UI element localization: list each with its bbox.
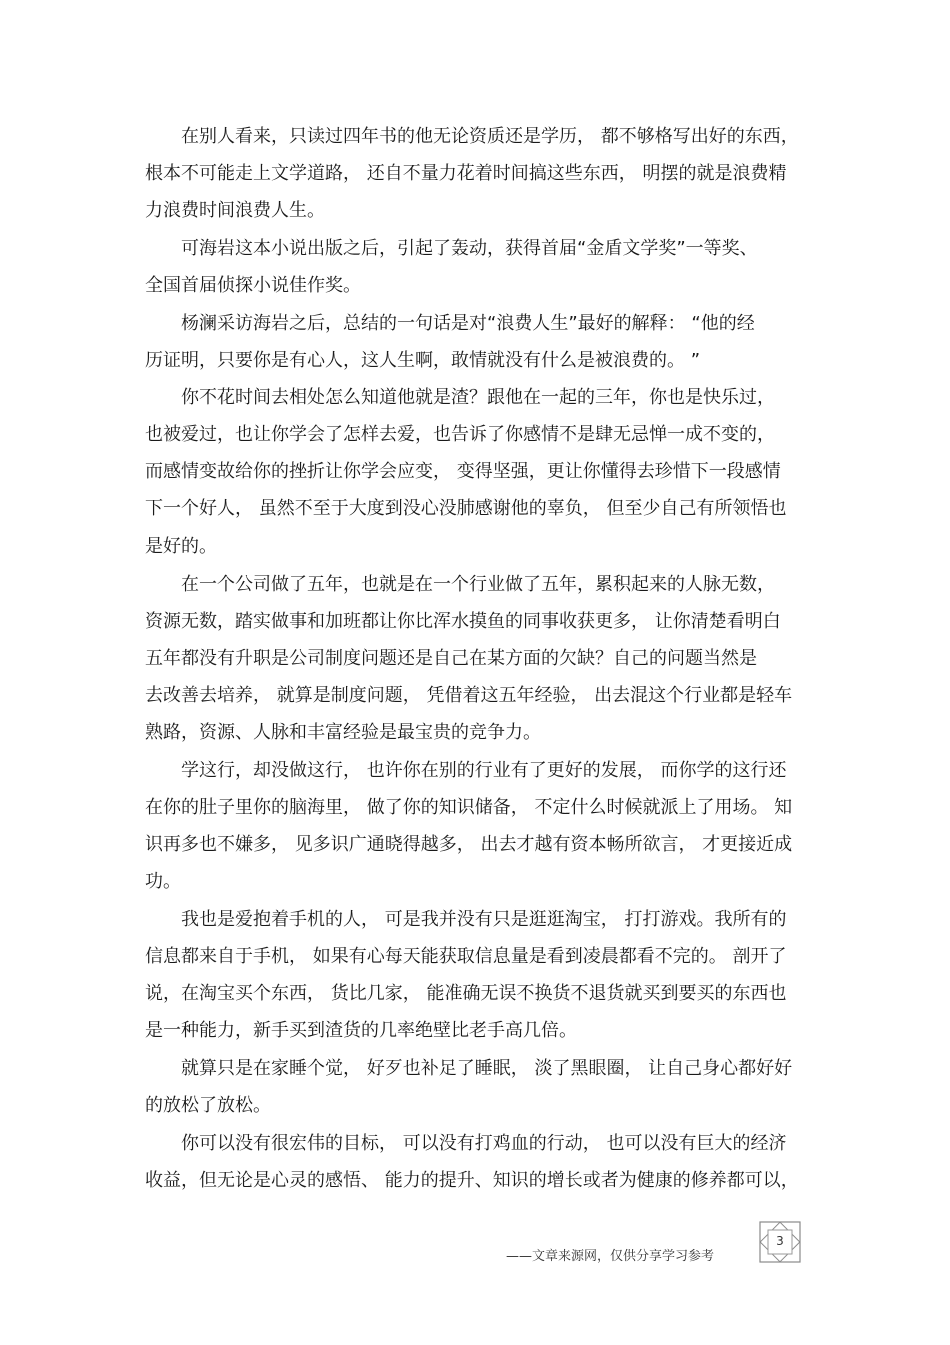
paragraph-line: 功。 [145,871,181,892]
paragraph-line: 你可以没有很宏伟的目标， 可以没有打鸡血的行动， 也可以没有巨大的经济 [181,1133,787,1154]
paragraph-line: 力浪费时间浪费人生。 [145,200,325,221]
paragraph-line: 可海岩这本小说出版之后，引起了轰动，获得首届“金盾文学奖”一等奖、 [181,238,758,259]
paragraph-line: 收益，但无论是心灵的感悟、 能力的提升、知识的增长或者为健康的修养都可以， [145,1170,799,1191]
paragraph-line: 信息都来自于手机， 如果有心每天能获取信息量是看到凌晨都看不完的。 剖开了 [145,946,787,967]
paragraph-line: 学这行，却没做这行， 也许你在别的行业有了更好的发展， 而你学的这行还 [181,760,787,781]
paragraph-line: 的放松了放松。 [145,1095,271,1116]
paragraph-line: 我也是爱抱着手机的人， 可是我并没有只是逛逛淘宝， 打打游戏。我所有的 [181,909,787,930]
paragraph-line: 而感情变故给你的挫折让你学会应变， 变得坚强，更让你懂得去珍惜下一段感情 [145,461,781,482]
paragraph-line: 下一个好人， 虽然不至于大度到没心没肺感谢他的辜负， 但至少自己有所领悟也 [145,498,787,519]
page-number: 3 [776,1234,784,1248]
paragraph-line: 是一种能力，新手买到渣货的几率绝壁比老手高几倍。 [145,1020,577,1041]
paragraph-line: 就算只是在家睡个觉， 好歹也补足了睡眠， 淡了黑眼圈， 让自己身心都好好 [181,1058,793,1079]
paragraph-line: 识再多也不嫌多， 见多识广通晓得越多， 出去才越有资本畅所欲言， 才更接近成 [145,834,793,855]
paragraph-line: 熟路，资源、人脉和丰富经验是最宝贵的竞争力。 [145,722,541,743]
paragraph-line: 是好的。 [145,536,217,557]
paragraph-line: 你不花时间去相处怎么知道他就是渣？跟他在一起的三年，你也是快乐过， [181,387,775,408]
paragraph-line: 资源无数，踏实做事和加班都让你比浑水摸鱼的同事收获更多， 让你清楚看明白 [145,611,781,632]
paragraph-line: 也被爱过，也让你学会了怎样去爱，也告诉了你感情不是肆无忌惮一成不变的， [145,424,775,445]
paragraph-line: 根本不可能走上文学道路， 还自不量力花着时间搞这些东西， 明摆的就是浪费精 [145,163,787,184]
paragraph-line: 在你的肚子里你的脑海里， 做了你的知识储备， 不定什么时候就派上了用场。 知 [145,797,793,818]
paragraph-line: 杨澜采访海岩之后，总结的一句话是对“浪费人生”最好的解释： “他的经 [181,313,755,334]
paragraph-line: 去改善去培养， 就算是制度问题， 凭借着这五年经验， 出去混这个行业都是轻车 [145,685,793,706]
page-number-badge [756,1218,804,1266]
source-note: ——文章来源网，仅供分享学习参考 [506,1249,715,1264]
paragraph-line: 五年都没有升职是公司制度问题还是自己在某方面的欠缺？自己的问题当然是 [145,648,757,669]
paragraph-line: 历证明，只要你是有心人，这人生啊，敢情就没有什么是被浪费的。 ” [145,350,701,371]
paragraph-line: 在别人看来，只读过四年书的他无论资质还是学历， 都不够格写出好的东西， [181,126,799,147]
paragraph-line: 全国首届侦探小说佳作奖。 [145,275,361,296]
paragraph-line: 在一个公司做了五年，也就是在一个行业做了五年，累积起来的人脉无数， [181,574,775,595]
paragraph-line: 说，在淘宝买个东西， 货比几家， 能准确无误不换货不退货就买到要买的东西也 [145,983,787,1004]
